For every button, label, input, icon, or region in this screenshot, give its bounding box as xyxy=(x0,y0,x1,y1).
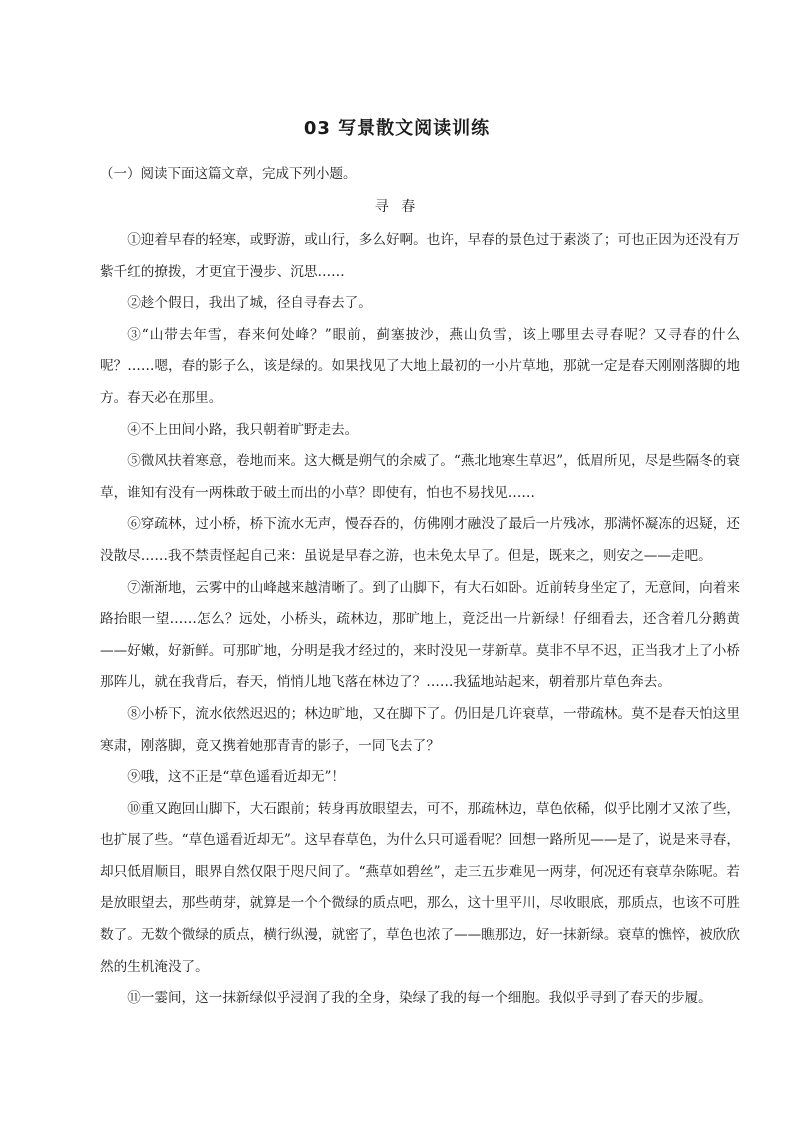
article-title: 寻 春 xyxy=(374,199,420,215)
paragraph-9: ⑨哦，这不正是“草色遥看近却无”！ xyxy=(127,769,345,786)
paragraph-5: ⑤微风扶着寒意，卷地而来。这大概是朔气的余威了。“燕北地寒生草迟”，低眉所见，尽是些隔冬的衰草，谁知有没有一两株敢于破土而出的小草？即使有，怕也不易找见…… xyxy=(100,453,740,501)
article-body xyxy=(100,225,740,1015)
document-title: 03 写景散文阅读训练 xyxy=(303,118,491,139)
paragraph-7: ⑦渐渐地，云雾中的山峰越来越清晰了。到了山脚下，有大石如卧。近前转身坐定了，无意间，向着来路抬眼一望……怎么？远处，小桥头，疏林边，那旷地上，竟泛出一片新绿！仔细看去，还含着几分鹅黄——好嫩，好新鲜。可那旷地，分明是我才经过的，来时没见一芽新草。莫非不早不迟，正当我才上了小桥那阵儿，就在我背后，春天，悄悄儿地飞落在林边了？……我猛地站起来，朝着那片草色奔去。 xyxy=(100,579,740,691)
paragraph-1: ①迎着早春的轻寒，或野游，或山行，多么好啊。也许，早春的景色过于素淡了；可也正因为还没有万紫千红的撩拨，才更宜于漫步、沉思…… xyxy=(100,232,740,280)
paragraph-8: ⑧小桥下，流水依然迟迟的；林边旷地，又在脚下了。仍旧是几许衰草，一带疏林。莫不是春天怕这里寒肃，刚落脚，竟又携着她那青青的影子，一同飞去了？ xyxy=(100,705,740,754)
paragraph-11: ⑪一霎间，这一抹新绿似乎浸润了我的全身，染绿了我的每一个细胞。我似乎寻到了春天的步履。 xyxy=(127,990,712,1007)
paragraph-4: ④不上田间小路，我只朝着旷野走去。 xyxy=(127,421,359,438)
section-instruction: （一）阅读下面这篇文章，完成下列小题。 xyxy=(100,166,357,182)
paragraph-3: ③“山带去年雪，春来何处峰？”眼前，蓟塞披沙，燕山负雪，该上哪里去寻春呢？又寻春的什么呢？……嗯，春的影子么，该是绿的。如果找见了大地上最初的一小片草地，那就一定是春天刚刚落脚的地方。春天必在那里。 xyxy=(100,326,740,406)
paragraph-6: ⑥穿疏林，过小桥，桥下流水无声，慢吞吞的，仿佛刚才融没了最后一片残冰，那满怀凝冻的迟疑，还没散尽……我不禁责怪起自己来：虽说是早春之游，也未免太早了。但是，既来之，则安之——走吧。 xyxy=(100,516,740,564)
paragraph-2: ②趁个假日，我出了城，径自寻春去了。 xyxy=(127,295,372,312)
paragraph-10: ⑩重又跑回山脚下，大石跟前；转身再放眼望去，可不，那疏林边，草色依稀，似乎比刚才又浓了些，也扩展了些。“草色遥看近却无”。这早春草色，为什么只可遥看呢？回想一路所见——是了，说是来寻春，却只低眉顺目，眼界自然仅限于咫尺间了。“燕草如碧丝”，走三五步难见一两芽，何况还有衰草杂陈呢。若是放眼望去，那些萌芽，就算是一个个微绿的质点吧，那么，这十里平川，尽收眼底，那质点，也该不可胜数了。无数个微绿的质点，横行纵漫，就密了，草色也浓了——瞧那边，好一抹新绿。衰草的憔悴，被欣欣然的生机淹没了。 xyxy=(100,800,740,975)
